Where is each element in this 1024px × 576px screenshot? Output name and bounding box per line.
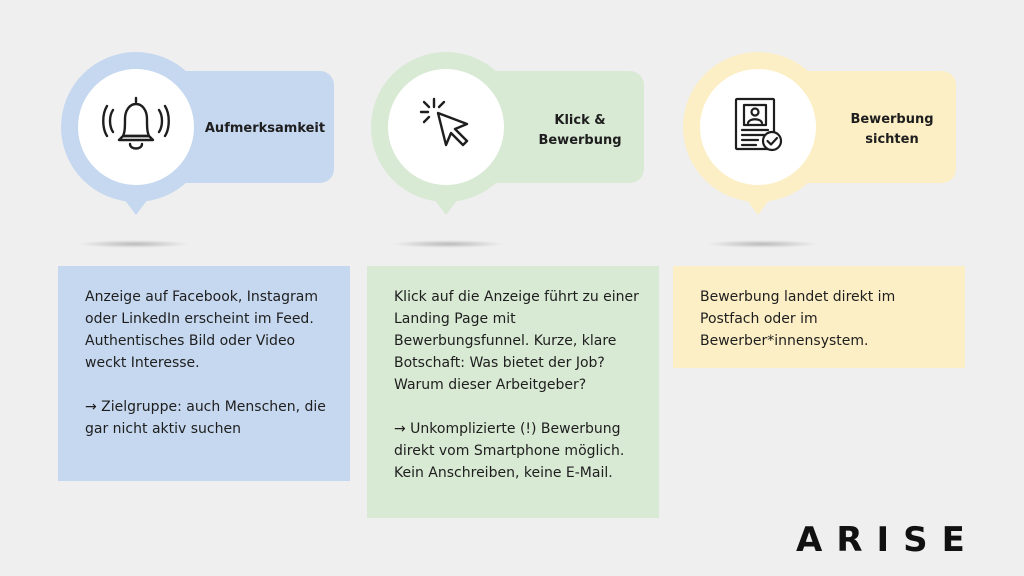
step-title: Klick & Bewerbung xyxy=(538,113,622,148)
bubble-tail xyxy=(746,199,770,215)
icon-circle xyxy=(700,69,816,185)
bell-icon xyxy=(101,92,171,162)
step-title: Aufmerksamkeit xyxy=(204,121,326,136)
drop-shadow xyxy=(706,240,818,248)
arise-logo: ARISE xyxy=(796,520,979,560)
icon-circle xyxy=(78,69,194,185)
step-description xyxy=(367,266,659,518)
description-paragraph: → Unkomplizierte (!) Bewerbung direkt vom Smartphone möglich. Kein Anschreiben, keine E-Mail. xyxy=(394,421,625,481)
step-description xyxy=(58,266,350,481)
description-paragraph: Klick auf die Anzeige führt zu einer Landing Page mit Bewerbungsfunnel. Kurze, klare Botschaft: Was bietet der Job? Warum dieser Arbeitgeber? xyxy=(394,289,639,393)
application-document-icon xyxy=(728,93,788,161)
icon-circle xyxy=(388,69,504,185)
description-paragraph: → Zielgruppe: auch Menschen, die gar nicht aktiv suchen xyxy=(85,399,326,437)
description-paragraph: Bewerbung landet direkt im Postfach oder im Bewerber*innensystem. xyxy=(700,289,896,349)
step-description xyxy=(673,266,965,368)
step-title: Bewerbung sichten xyxy=(850,112,934,147)
bubble-tail xyxy=(434,199,458,215)
bubble-tail xyxy=(124,199,148,215)
description-paragraph: Anzeige auf Facebook, Instagram oder LinkedIn erscheint im Feed. Authentisches Bild oder Video weckt Interesse. xyxy=(85,289,318,371)
cursor-click-icon xyxy=(414,93,478,161)
drop-shadow xyxy=(78,240,190,248)
drop-shadow xyxy=(392,240,504,248)
